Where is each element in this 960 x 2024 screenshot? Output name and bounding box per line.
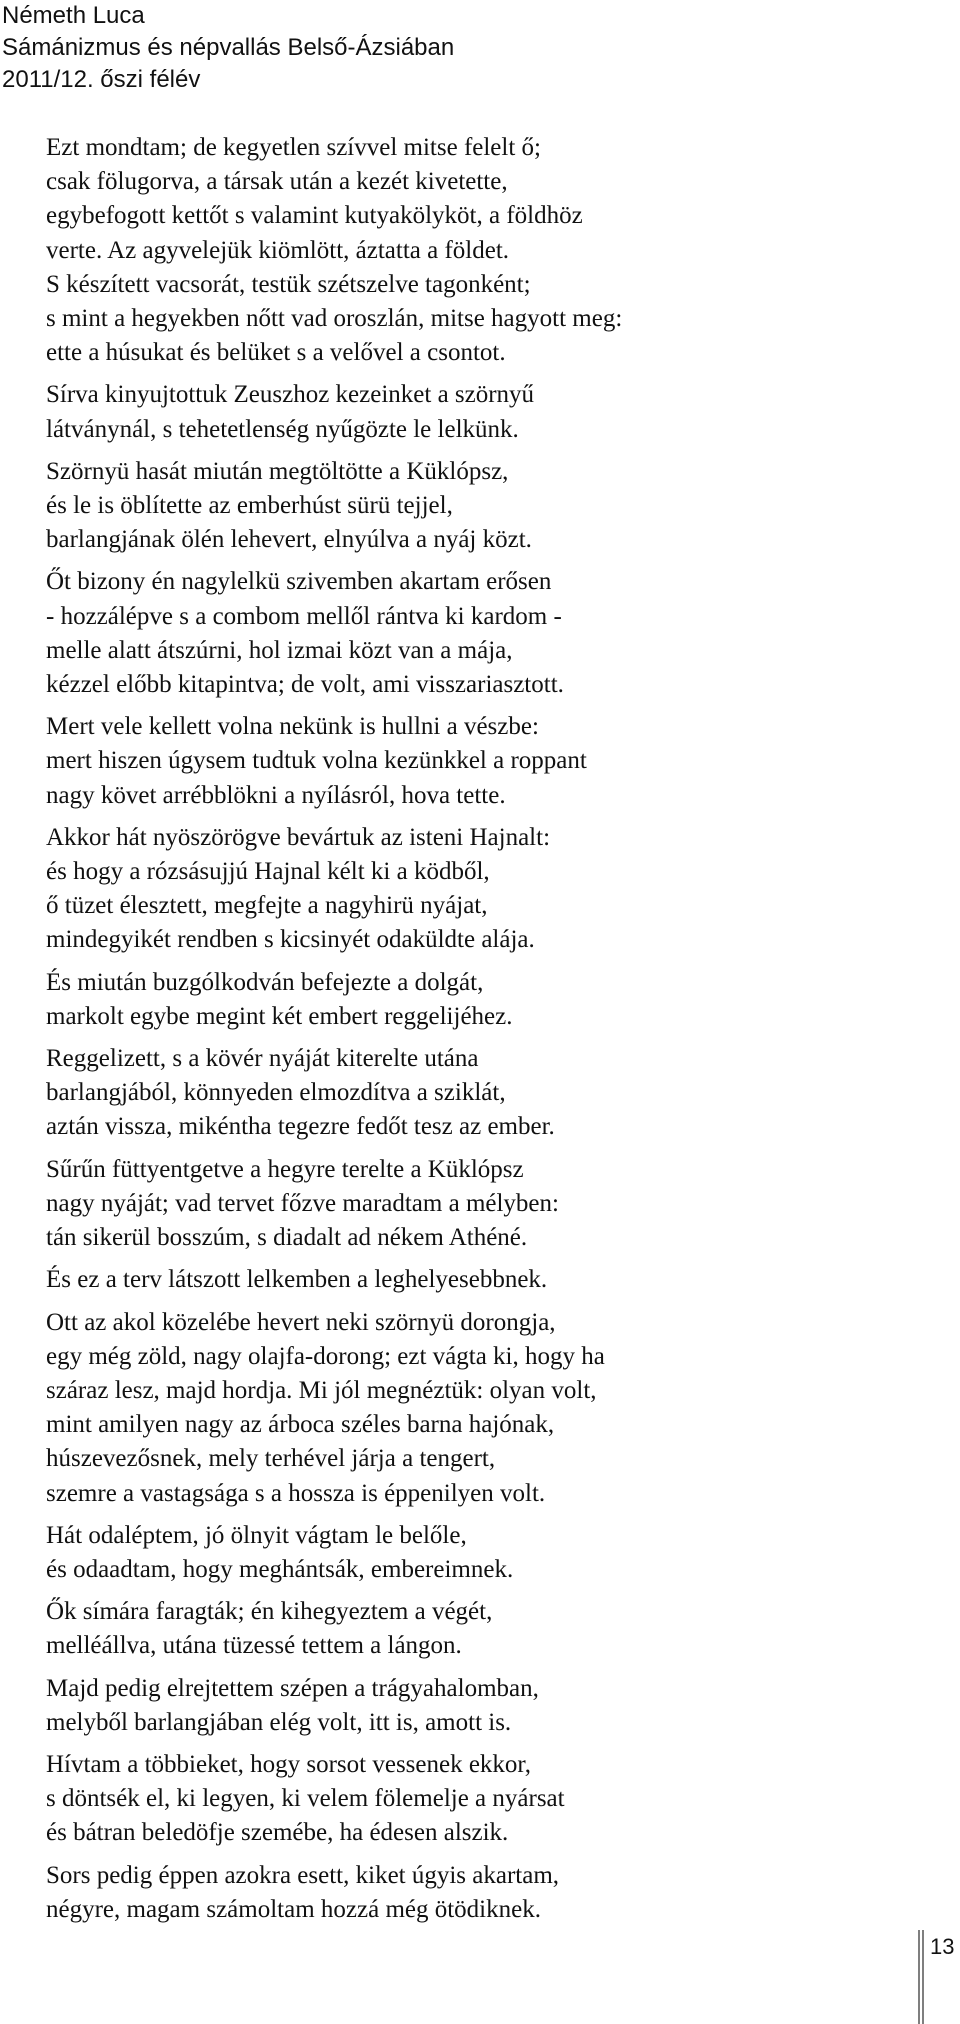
poem-line: ő tüzet élesztett, megfejte a nagyhirü nyájat,: [46, 892, 488, 920]
poem-stanza: [46, 1153, 926, 1256]
poem-stanza: [46, 821, 926, 958]
poem-stanza: [46, 1859, 926, 1927]
poem-line: száraz lesz, majd hordja. Mi jól megnéztük: olyan volt,: [46, 1376, 597, 1404]
poem-line: barlangjának ölén lehevert, elnyúlva a nyáj közt.: [46, 526, 532, 554]
poem-stanza: [46, 710, 926, 813]
poem-line: és le is öblítette az emberhúst sürü tejjel,: [46, 492, 453, 520]
poem-line: Ott az akol közelébe hevert neki szörnyü dorongja,: [46, 1308, 556, 1336]
poem-stanza: [46, 131, 926, 370]
poem-line: szemre a vastagsága s a hossza is éppenilyen volt.: [46, 1479, 546, 1507]
poem-line: nagy nyáját; vad tervet főzve maradtam a mélyben:: [46, 1189, 559, 1217]
poem-line: Ezt mondtam; de kegyetlen szívvel mitse felelt ő;: [46, 134, 541, 161]
poem-line: Hát odaléptem, jó ölnyit vágtam le belőle,: [46, 1521, 467, 1549]
poem-line: négyre, magam számoltam hozzá még ötödiknek.: [46, 1895, 541, 1923]
page-number-rule: [918, 1930, 920, 2024]
poem-line: mint amilyen nagy az árboca széles barna hajónak,: [46, 1411, 555, 1439]
poem-line: egy még zöld, nagy olajfa-dorong; ezt vágta ki, hogy ha: [46, 1342, 605, 1370]
poem-line: és bátran beledöfje szemébe, ha édesen alszik.: [46, 1819, 509, 1847]
poem-line: ette a húsukat és belüket s a velővel a csontot.: [46, 339, 506, 367]
poem-line: Hívtam a többieket, hogy sorsot vessenek ekkor,: [46, 1750, 532, 1778]
poem-line: - hozzálépve s a combom mellől rántva ki kardom -: [46, 602, 562, 630]
poem-line: melle alatt átszúrni, hol izmai közt van a mája,: [46, 636, 513, 664]
poem-line: Sors pedig éppen azokra esett, kiket úgyis akartam,: [46, 1861, 560, 1889]
poem-line: És miután buzgólkodván befejezte a dolgát,: [46, 968, 484, 996]
poem-line: verte. Az agyvelejük kiömlött, áztatta a földet.: [46, 236, 510, 264]
poem-stanza: [46, 1306, 926, 1511]
poem-line: mindegyikét rendben s kicsinyét odaküldte alája.: [46, 926, 535, 954]
poem-line: látványnál, s tehetetlenség nyűgözte le lelkünk.: [46, 415, 519, 443]
poem-stanza: [46, 1672, 926, 1740]
poem-stanza: [46, 455, 926, 558]
poem-line: s döntsék el, ki legyen, ki velem fölemelje a nyársat: [46, 1785, 565, 1813]
poem-line: és odaadtam, hogy meghántsák, embereimnek.: [46, 1555, 514, 1583]
poem-line: Ők símára faragták; én kihegyeztem a végét,: [46, 1598, 493, 1626]
poem-stanza: [46, 565, 926, 702]
poem-line: s mint a hegyekben nőtt vad oroszlán, mitse hagyott meg:: [46, 305, 623, 333]
header-course: Sámánizmus és népvallás Belső-Ázsiában: [2, 34, 455, 61]
poem-line: csak fölugorva, a társak után a kezét kivetette,: [46, 168, 508, 196]
poem-line: És ez a terv látszott lelkemben a leghelyesebbnek.: [46, 1266, 548, 1294]
poem-text: [46, 131, 926, 1935]
poem-line: és hogy a rózsásujjú Hajnal kélt ki a ködből,: [46, 858, 490, 886]
poem-line: kézzel előbb kitapintva; de volt, ami visszariasztott.: [46, 671, 564, 699]
poem-stanza: [46, 378, 926, 446]
poem-stanza: [46, 1748, 926, 1851]
poem-stanza: [46, 1263, 926, 1297]
poem-line: Sírva kinyujtottuk Zeuszhoz kezeinket a szörnyű: [46, 381, 535, 409]
poem-line: Majd pedig elrejtettem szépen a trágyahalomban,: [46, 1674, 539, 1702]
poem-line: nagy követ arrébblökni a nyílásról, hova tette.: [46, 781, 506, 809]
poem-line: S készített vacsorát, testük szétszelve tagonként;: [46, 270, 531, 298]
poem-line: Reggelizett, s a kövér nyáját kiterelte utána: [46, 1045, 479, 1073]
poem-line: melyből barlangjában elég volt, itt is, amott is.: [46, 1708, 512, 1736]
poem-line: Szörnyü hasát miután megtöltötte a Küklópsz,: [46, 457, 509, 485]
poem-line: Sűrűn füttyentgetve a hegyre terelte a Küklópsz: [46, 1155, 524, 1183]
poem-stanza: [46, 1595, 926, 1663]
page-number-rule: [922, 1930, 924, 2024]
poem-stanza: [46, 1519, 926, 1587]
poem-line: Őt bizony én nagylelkü szivemben akartam erősen: [46, 568, 552, 596]
poem-line: melléállva, utána tüzessé tettem a lángon.: [46, 1632, 462, 1660]
poem-line: tán sikerül bosszúm, s diadalt ad nékem Athéné.: [46, 1224, 528, 1252]
poem-line: mert hiszen úgysem tudtuk volna kezünkkel a roppant: [46, 747, 587, 775]
page-header: [2, 0, 454, 96]
poem-line: barlangjából, könnyeden elmozdítva a sziklát,: [46, 1079, 506, 1107]
poem-stanza: [46, 1042, 926, 1145]
header-semester: 2011/12. őszi félév: [2, 66, 201, 93]
header-author: Németh Luca: [2, 2, 145, 29]
poem-stanza: [46, 966, 926, 1034]
poem-line: Mert vele kellett volna nekünk is hullni a vészbe:: [46, 713, 539, 741]
poem-line: markolt egybe megint két embert reggelijéhez.: [46, 1002, 513, 1030]
page-number: 13: [930, 1934, 955, 1959]
poem-line: aztán vissza, mikéntha tegezre fedőt tesz az ember.: [46, 1113, 555, 1141]
poem-line: Akkor hát nyöszörögve bevártuk az isteni Hajnalt:: [46, 823, 551, 851]
page-number-box: [918, 1930, 960, 2024]
poem-line: húszevezősnek, mely terhével járja a tengert,: [46, 1445, 496, 1473]
poem-line: egybefogott kettőt s valamint kutyakölyköt, a földhöz: [46, 202, 583, 230]
